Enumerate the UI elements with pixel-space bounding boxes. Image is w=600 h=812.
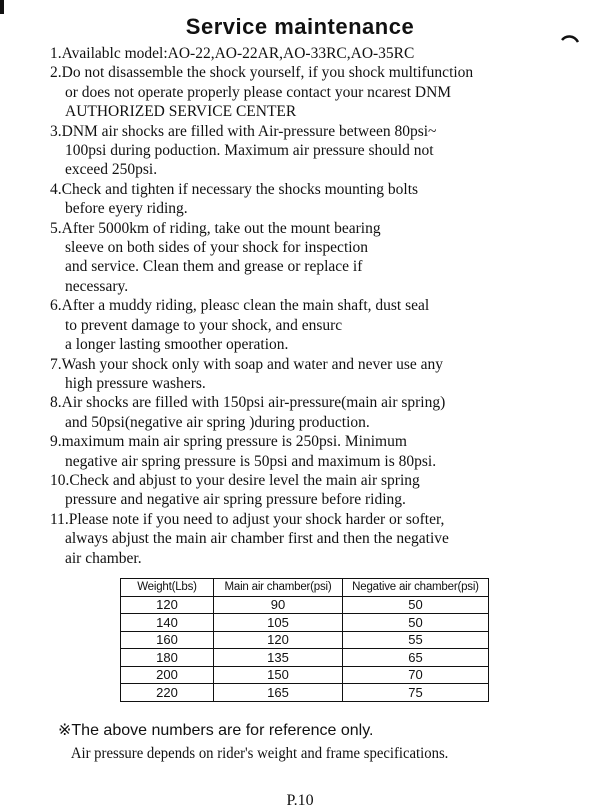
item-continuation: sleeve on both sides of your shock for inspection xyxy=(65,239,369,257)
list-item xyxy=(50,44,580,63)
header-weight: Weight(Lbs) xyxy=(121,579,214,597)
cell-negative-air: 65 xyxy=(343,649,489,667)
cell-main-air: 105 xyxy=(214,614,343,632)
item-first-line: 2.Do not disassemble the shock yourself, if you shock multifunction xyxy=(50,64,474,82)
item-continuation: necessary. xyxy=(65,277,129,295)
item-continuation: 100psi during poduction. Maximum air pressure should not xyxy=(65,142,434,160)
cell-negative-air: 75 xyxy=(343,684,489,702)
cell-weight: 140 xyxy=(121,614,214,632)
item-first-line: 4.Check and tighten if necessary the shocks mounting bolts xyxy=(50,180,419,198)
item-continuation: exceed 250psi. xyxy=(65,161,158,179)
item-first-line: 6.After a muddy riding, pleasc clean the main shaft, dust seal xyxy=(50,297,430,315)
item-first-line: 5.After 5000km of riding, take out the mount bearing xyxy=(50,219,381,237)
list-item xyxy=(50,393,580,432)
cell-main-air: 120 xyxy=(214,631,343,649)
list-item xyxy=(50,63,580,121)
list-item xyxy=(50,510,580,568)
cell-weight: 180 xyxy=(121,649,214,667)
item-continuation: high pressure washers. xyxy=(65,374,206,392)
item-first-line: 11.Please note if you need to adjust your shock harder or softer, xyxy=(50,510,445,528)
cell-negative-air: 50 xyxy=(343,614,489,632)
table-row xyxy=(121,649,489,667)
list-item xyxy=(50,296,580,354)
item-continuation: to prevent damage to your shock, and ensurc xyxy=(65,316,343,334)
item-continuation: and 50psi(negative air spring )during production. xyxy=(65,413,370,431)
cell-weight: 220 xyxy=(121,684,214,702)
scan-edge-mark xyxy=(0,0,4,14)
item-first-line: 8.Air shocks are filled with 150psi air-pressure(main air spring) xyxy=(50,394,446,412)
list-item xyxy=(50,180,580,219)
cell-main-air: 135 xyxy=(214,649,343,667)
item-first-line: 9.maximum main air spring pressure is 250psi. Minimum xyxy=(50,433,407,451)
cell-main-air: 90 xyxy=(214,596,343,614)
cell-negative-air: 55 xyxy=(343,631,489,649)
item-continuation: always abjust the main air chamber first and then the negative xyxy=(65,530,449,548)
maintenance-list xyxy=(50,44,580,568)
item-continuation: or does not operate properly please contact your ncarest DNM xyxy=(65,83,452,101)
cell-main-air: 165 xyxy=(214,684,343,702)
table-row xyxy=(121,614,489,632)
pressure-note: Air pressure depends on rider's weight and frame specifications. xyxy=(70,745,449,762)
cell-weight: 200 xyxy=(121,666,214,684)
cell-negative-air: 70 xyxy=(343,666,489,684)
item-first-line: 7.Wash your shock only with soap and water and never use any xyxy=(50,355,444,373)
table-row xyxy=(121,666,489,684)
table-row xyxy=(121,596,489,614)
page-title: Service maintenance xyxy=(185,14,415,39)
list-item xyxy=(50,355,580,394)
item-first-line: 1.Availablc model:AO-22,AO-22AR,AO-33RC,AO-35RC xyxy=(50,45,415,62)
reference-note: ※The above numbers are for reference only. xyxy=(58,722,374,739)
cell-negative-air: 50 xyxy=(343,596,489,614)
item-continuation: negative air spring pressure is 50psi and maximum is 80psi. xyxy=(65,452,437,470)
cell-weight: 160 xyxy=(121,631,214,649)
list-item xyxy=(50,471,580,510)
item-continuation: and service. Clean them and grease or replace if xyxy=(65,258,363,276)
list-item xyxy=(50,219,580,297)
item-first-line: 10.Check and abjust to your desire level the main air spring xyxy=(50,471,420,489)
notes-block xyxy=(58,720,578,766)
list-item xyxy=(50,432,580,471)
table-row xyxy=(121,684,489,702)
item-continuation: pressure and negative air spring pressure before riding. xyxy=(65,491,406,509)
item-continuation: AUTHORIZED SERVICE CENTER xyxy=(65,103,297,121)
item-first-line: 3.DNM air shocks are filled with Air-pressure between 80psi~ xyxy=(50,122,437,140)
page-number: P.10 xyxy=(286,792,314,809)
item-continuation: before eyery riding. xyxy=(65,200,188,218)
table-header-row xyxy=(121,579,489,597)
table-row xyxy=(121,631,489,649)
item-continuation: air chamber. xyxy=(65,549,142,567)
pressure-table xyxy=(120,578,489,702)
header-negative-air-chamber: Negative air chamber(psi) xyxy=(343,579,489,597)
item-continuation: a longer lasting smoother operation. xyxy=(65,336,289,354)
cell-main-air: 150 xyxy=(214,666,343,684)
header-main-air-chamber: Main air chamber(psi) xyxy=(214,579,343,597)
list-item xyxy=(50,122,580,180)
cell-weight: 120 xyxy=(121,596,214,614)
